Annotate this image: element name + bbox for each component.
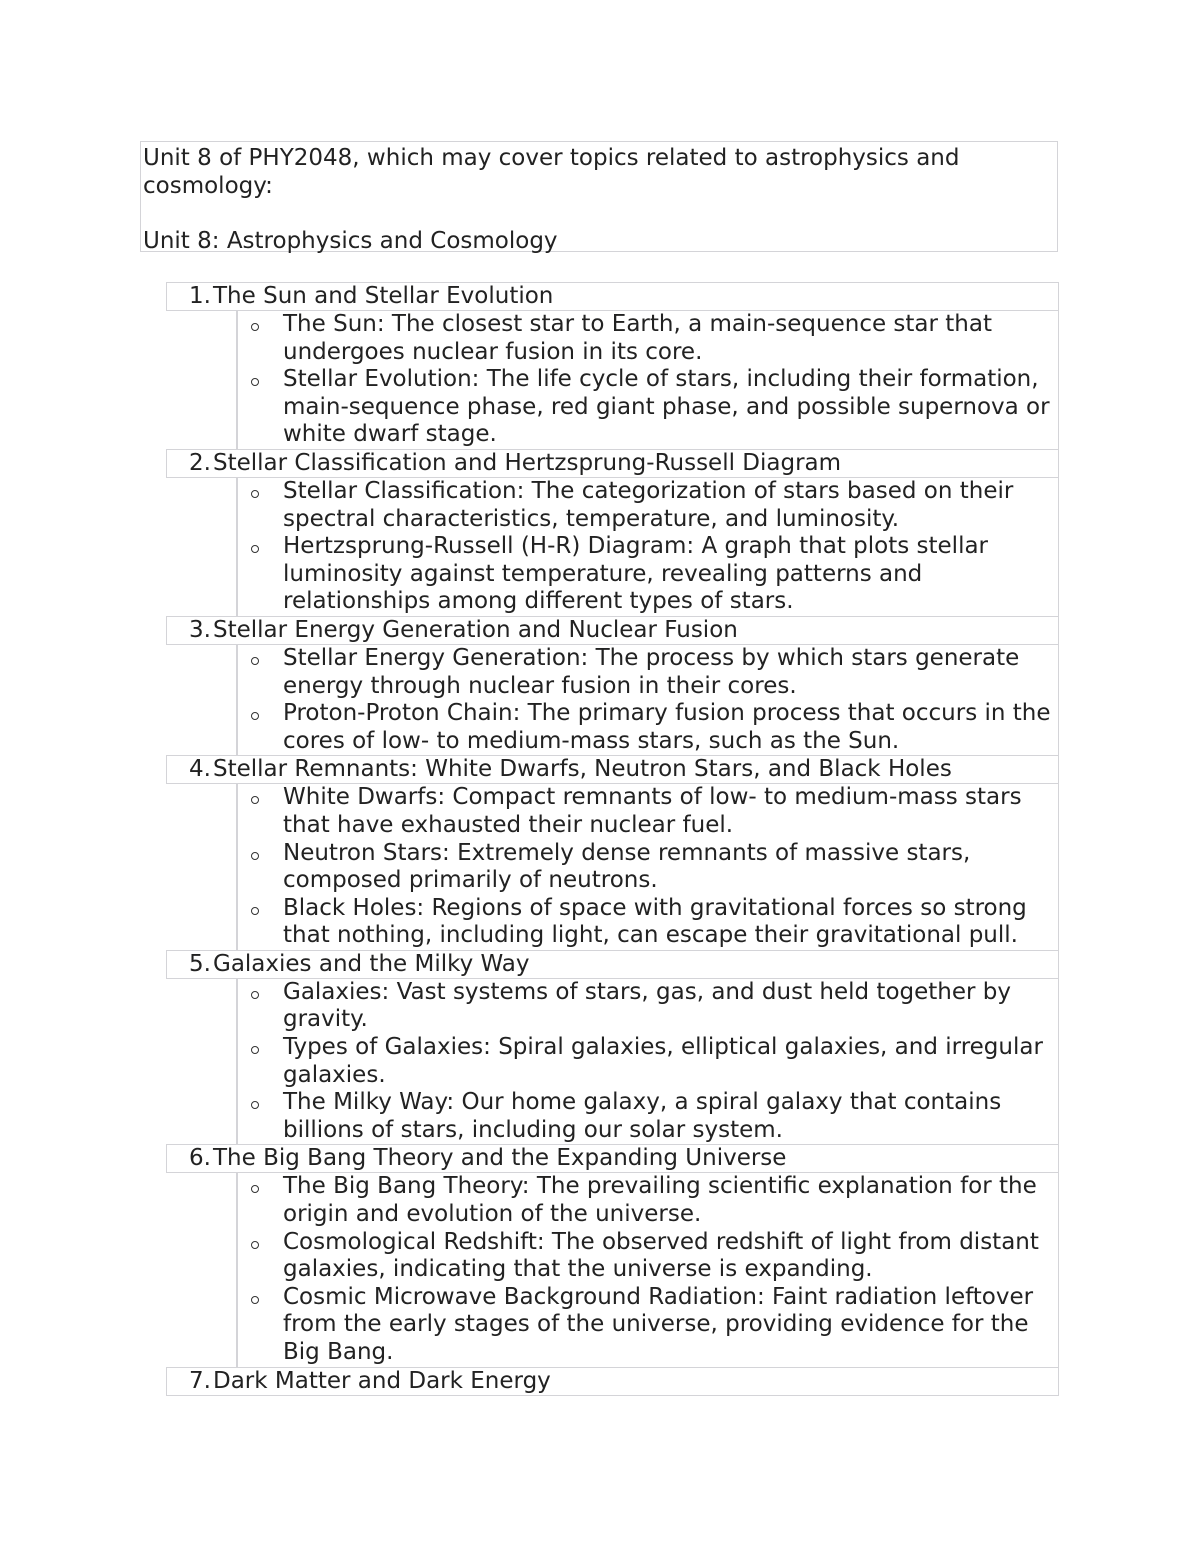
section-title: Dark Matter and Dark Energy <box>213 1367 551 1394</box>
section-number: 4. <box>189 756 211 783</box>
section-heading <box>166 449 1059 478</box>
section-title: Stellar Classification and Hertzsprung-Russell Diagram <box>213 449 842 476</box>
circle-bullet-icon <box>238 645 283 700</box>
subtopic-item <box>238 366 1058 449</box>
subtopic-item <box>238 1229 1058 1284</box>
subtopic-list <box>236 979 1059 1145</box>
section-heading <box>166 755 1059 784</box>
subtopic-item <box>238 784 1058 839</box>
subtopic-text: Cosmic Microwave Background Radiation: Faint radiation leftover from the early stages of the universe, providing evidence for the Big Bang. <box>283 1283 1034 1365</box>
subtopic-list <box>236 645 1059 755</box>
section-title: The Sun and Stellar Evolution <box>213 283 554 309</box>
circle-bullet-icon <box>238 895 283 950</box>
section-heading <box>166 1144 1059 1173</box>
intro-line: Unit 8 of PHY2048, which may cover topics related to astrophysics and cosmology: <box>143 145 960 199</box>
section-title: The Big Bang Theory and the Expanding Universe <box>213 1145 787 1172</box>
circle-bullet-icon <box>238 979 283 1034</box>
subtopic-text: The Milky Way: Our home galaxy, a spiral galaxy that contains billions of stars, including our solar system. <box>283 1089 1002 1143</box>
subtopic-text: Cosmological Redshift: The observed redshift of light from distant galaxies, indicating that the universe is expanding. <box>283 1228 1039 1283</box>
subtopic-item <box>238 979 1058 1034</box>
section-number: 1. <box>189 283 211 309</box>
subtopic-item <box>238 1089 1058 1144</box>
subtopic-item <box>238 478 1058 533</box>
subtopic-text: Types of Galaxies: Spiral galaxies, elliptical galaxies, and irregular galaxies. <box>283 1034 1043 1088</box>
circle-bullet-icon <box>238 1284 283 1367</box>
subtopic-text: Galaxies: Vast systems of stars, gas, and dust held together by gravity. <box>283 978 1011 1033</box>
subtopic-text: Stellar Evolution: The life cycle of stars, including their formation, main-sequence phase, red giant phase, and possible supernova or white dwarf stage. <box>283 366 1050 448</box>
subtopic-text: The Big Bang Theory: The prevailing scientific explanation for the origin and evolution of the universe. <box>283 1173 1037 1228</box>
subtopic-text: The Sun: The closest star to Earth, a main-sequence star that undergoes nuclear fusion in its core. <box>283 311 992 365</box>
subtopic-text: White Dwarfs: Compact remnants of low- to medium-mass stars that have exhausted their nuclear fuel. <box>283 784 1022 838</box>
subtopic-text: Stellar Energy Generation: The process by which stars generate energy through nuclear fusion in their cores. <box>283 644 1020 699</box>
circle-bullet-icon <box>238 784 283 839</box>
section-number: 6. <box>189 1145 211 1172</box>
circle-bullet-icon <box>238 840 283 895</box>
subtopic-item <box>238 1173 1058 1228</box>
subtopic-item <box>238 1034 1058 1089</box>
subtopic-list <box>236 478 1059 616</box>
subtopic-item <box>238 645 1058 700</box>
subtopic-list <box>236 311 1059 449</box>
subtopic-item <box>238 533 1058 616</box>
subtopic-text: Neutron Stars: Extremely dense remnants of massive stars, composed primarily of neutrons. <box>283 839 971 894</box>
circle-bullet-icon <box>238 1229 283 1284</box>
section-number: 7. <box>189 1367 211 1394</box>
section-number: 5. <box>189 950 211 977</box>
circle-bullet-icon <box>238 1089 283 1144</box>
subtopic-item <box>238 895 1058 950</box>
circle-bullet-icon <box>238 533 283 616</box>
circle-bullet-icon <box>238 700 283 755</box>
subtopic-text: Black Holes: Regions of space with gravitational forces so strong that nothing, including light, can escape their gravitational pull. <box>283 894 1027 949</box>
unit-title: Unit 8: Astrophysics and Cosmology <box>143 228 558 254</box>
topic-outline <box>166 282 1059 1396</box>
subtopic-text: Proton-Proton Chain: The primary fusion process that occurs in the cores of low- to medium-mass stars, such as the Sun. <box>283 700 1051 754</box>
section-title: Galaxies and the Milky Way <box>213 950 530 977</box>
section-heading <box>166 1367 1059 1396</box>
section-title: Stellar Energy Generation and Nuclear Fusion <box>213 616 738 643</box>
circle-bullet-icon <box>238 478 283 533</box>
section-number: 3. <box>189 616 211 643</box>
subtopic-item <box>238 840 1058 895</box>
intro-box <box>140 141 1058 252</box>
circle-bullet-icon <box>238 366 283 449</box>
subtopic-list <box>236 1173 1059 1366</box>
subtopic-item <box>238 1284 1058 1367</box>
circle-bullet-icon <box>238 1173 283 1228</box>
circle-bullet-icon <box>238 311 283 366</box>
subtopic-item <box>238 700 1058 755</box>
subtopic-text: Hertzsprung-Russell (H-R) Diagram: A graph that plots stellar luminosity against temperature, revealing patterns and relationships among different types of stars. <box>283 533 989 615</box>
section-heading <box>166 616 1059 645</box>
subtopic-list <box>236 784 1059 950</box>
subtopic-text: Stellar Classification: The categorization of stars based on their spectral characteristics, temperature, and luminosity. <box>283 477 1014 532</box>
subtopic-item <box>238 311 1058 366</box>
section-heading <box>166 950 1059 979</box>
section-number: 2. <box>189 449 211 476</box>
section-heading <box>166 282 1059 311</box>
circle-bullet-icon <box>238 1034 283 1089</box>
section-title: Stellar Remnants: White Dwarfs, Neutron Stars, and Black Holes <box>213 756 952 783</box>
